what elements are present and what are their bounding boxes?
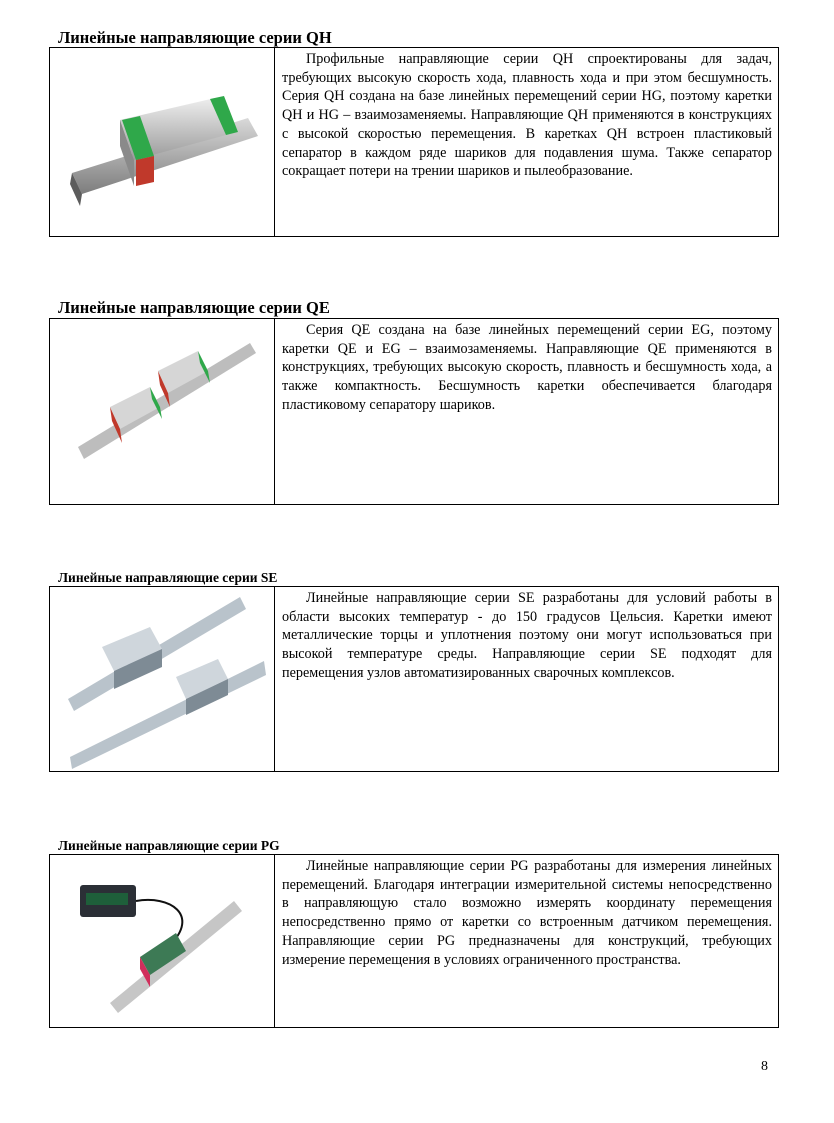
pg-description: Линейные направляющие серии PG разработаны для измерения линейных перемещений. Благодаря интеграции измерительной системы непосредственно в направляющую стало возможно измерять координату перемещения непосредственно прямо от каретки со встроенным датчиком перемещения. Направляющие серии PG предназначены для конструкций, требующих измерение перемещения в условиях ограниченного пространства. [282, 858, 772, 968]
se-description: Линейные направляющие серии SE разработаны для условий работы в области высоких температур - до 150 градусов Цельсия. Каретки имеют металлические торцы и уплотнения поэтому они могут использоваться при высокой температуре среды. Направляющие серии SE подходят для перемещения узлов автоматизированных сварочных комплексов. [282, 590, 772, 681]
qe-description: Серия QE создана на базе линейных перемещений серии EG, поэтому каретки QE и EG – взаимозаменяемы. Направляющие QE применяются в конструкциях, требующих высокую скорость, плавность и бесшумность хода, а также компактность. Бесшумность каретки обеспечивается благодаря пластиковому сепаратору шариков. [282, 322, 772, 413]
table-qe [49, 318, 779, 505]
section-title-qh: Линейные направляющие серии QH [58, 28, 332, 47]
qh-description: Профильные направляющие серии QH спроектированы для задач, требующих высокую скорость хода, плавность хода и при этом бесшумность. Серия QH создана на базе линейных перемещений серии HG, поэтому каретки QH и HG – взаимозаменяемы. Направляющие QH применяются в конструкциях с высокой скоростью перемещения. В каретках QH встроен пластиковый сепаратор в каждом ряде шариков для подавления шума. Также сепаратор сокращает потери на трении шариков и пылеобразование. [282, 51, 772, 180]
section-title-qe: Линейные направляющие серии QE [58, 298, 330, 317]
table-pg [49, 854, 779, 1028]
page-number: 8 [761, 1059, 768, 1074]
qh-product-image [50, 48, 275, 236]
section-title-pg: Линейные направляющие серии PG [58, 838, 280, 853]
table-se [49, 586, 779, 772]
pg-product-image [50, 855, 275, 1027]
qe-product-image [50, 319, 275, 504]
section-title-se: Линейные направляющие серии SE [58, 570, 278, 585]
se-product-image [50, 587, 275, 771]
table-qh [49, 47, 779, 237]
